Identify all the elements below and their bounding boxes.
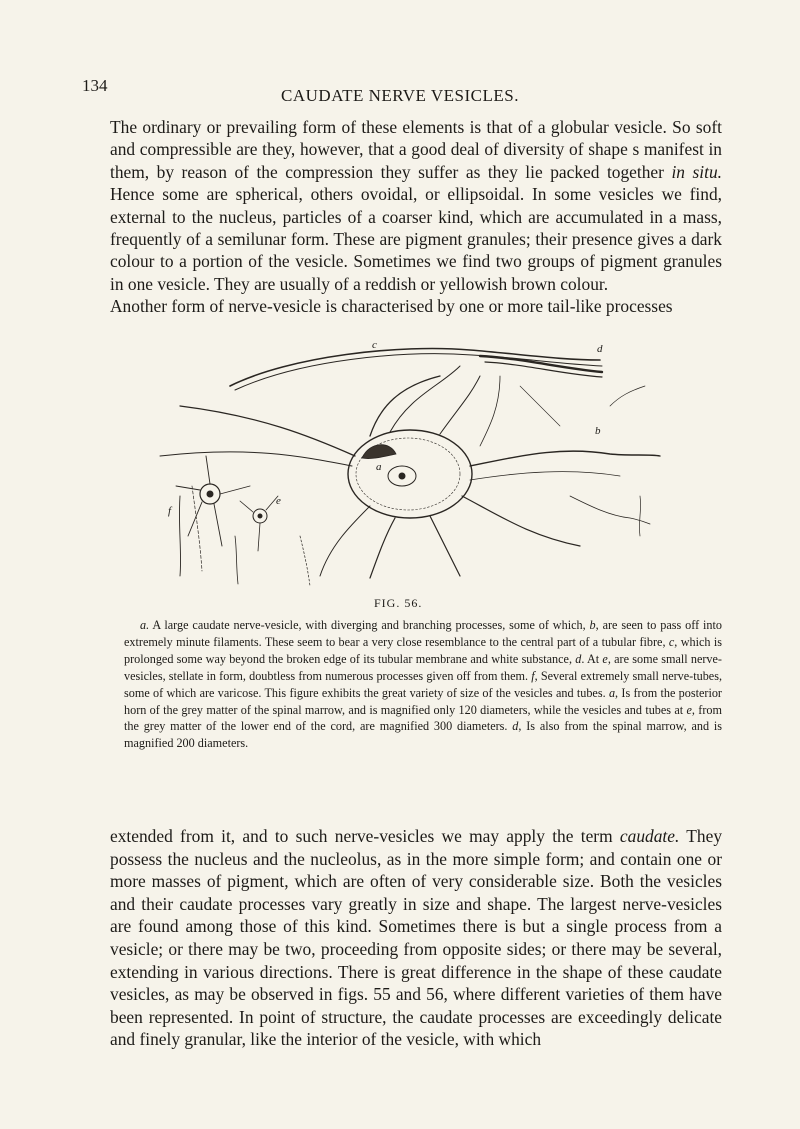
caption-text: , are seen to pass off into extremely minute filaments. These seem to bear a very close resemblance to the central part of a tubular fibre, [124, 618, 722, 649]
caption-italic: a. [140, 618, 150, 632]
caption-text: , Is from the posterior horn of the grey matter of the spinal marrow, and is magnified only 120 diameters, while the vesicles and tubes at [124, 685, 722, 717]
paragraph [110, 295, 722, 317]
running-head: CAUDATE NERVE VESICLES. [281, 86, 519, 105]
label-f: f [168, 505, 172, 517]
caption-text: , which is prolonged some way beyond the broken edge of its tubular membrane and white substance, [124, 634, 722, 666]
label-b: b [595, 425, 601, 437]
caption-italic: a [608, 685, 616, 700]
caption-text: , from the grey matter of the lower end of the cord, are magnified 300 diameters. [124, 702, 722, 734]
text-segment: extended from it, and to such nerve-vesicles we may apply the term [110, 826, 620, 846]
caption-italic: e [602, 651, 608, 666]
figure-caption [124, 617, 722, 752]
caption-italic: d [512, 719, 519, 734]
label-d: d [597, 343, 603, 355]
italic-segment: caudate. [619, 826, 680, 846]
caption-italic: b [589, 618, 596, 632]
caption-paragraph [124, 617, 722, 752]
label-e: e [276, 495, 281, 507]
text-segment: The ordinary or prevailing form of these elements is that of a globular vesicle. So soft and compressible are they, however, that a good deal of diversity of shape s manifest in them, by reason of the compression they suffer as they lie packed together [110, 117, 722, 182]
caption-italic: c [668, 634, 675, 649]
italic-segment: in situ. [671, 161, 722, 182]
page-number: 134 [82, 76, 108, 95]
nerve-vesicle-illustration [140, 339, 670, 586]
caption-italic: e [686, 702, 692, 717]
label-c: c [372, 339, 377, 351]
paragraph [110, 825, 722, 1051]
intro-text [110, 116, 722, 318]
figure-label: FIG. 56. [374, 596, 423, 610]
caption-text: , Several extremely small nerve-tubes, some of which are varicose. This figure exhibits the great variety of size of the vesicles and tubes. [124, 668, 722, 700]
caption-text: A large caudate nerve-vesicle, with diverging and branching processes, some of which, [149, 618, 590, 632]
caption-text: . At [581, 651, 603, 666]
label-a: a [376, 461, 382, 473]
text-segment: Another form of nerve-vesicle is characterised by one or more tail-like processes [110, 296, 673, 317]
continuation-text [110, 825, 722, 1051]
caption-text: , are some small nerve-vesicles, stellate in form, doubtless from numerous processes given off from them. [124, 651, 722, 683]
figure-drawing [140, 339, 670, 586]
caption-italic: f [531, 668, 535, 683]
text-segment: They possess the nucleus and the nucleolus, as in the more simple form; and contain one or more masses of pigment, which are often of very considerable size. Both the vesicles and their caudate processes vary greatly in size and shape. The largest nerve-vesicles are found among those of this kind. Sometimes there is but a single process from a vesicle; or there may be two, proceeding from opposite sides; or there may be several, extending in various directions. There is great difference in the shape of these caudate vesicles, as may be observed in figs. 55 and 56, where different varieties of them have been represented. In point of structure, the caudate processes are exceedingly delicate and finely granular, like the interior of the vesicle, with which [110, 826, 723, 1050]
caption-italic: d [575, 651, 582, 666]
text-segment: Hence some are spherical, others ovoidal, or ellipsoidal. In some vesicles we find, external to the nucleus, particles of a coarser kind, which are accumulated in a mass, frequently of a semilunar form. These are pigment granules; their presence gives a dark colour to a portion of the vesicle. Sometimes we find two groups of pigment granules in one vesicle. They are usually of a reddish or yellowish brown colour. [110, 184, 722, 294]
paragraph [110, 116, 722, 295]
caption-text: , Is also from the spinal marrow, and is magnified 200 diameters. [124, 719, 722, 751]
